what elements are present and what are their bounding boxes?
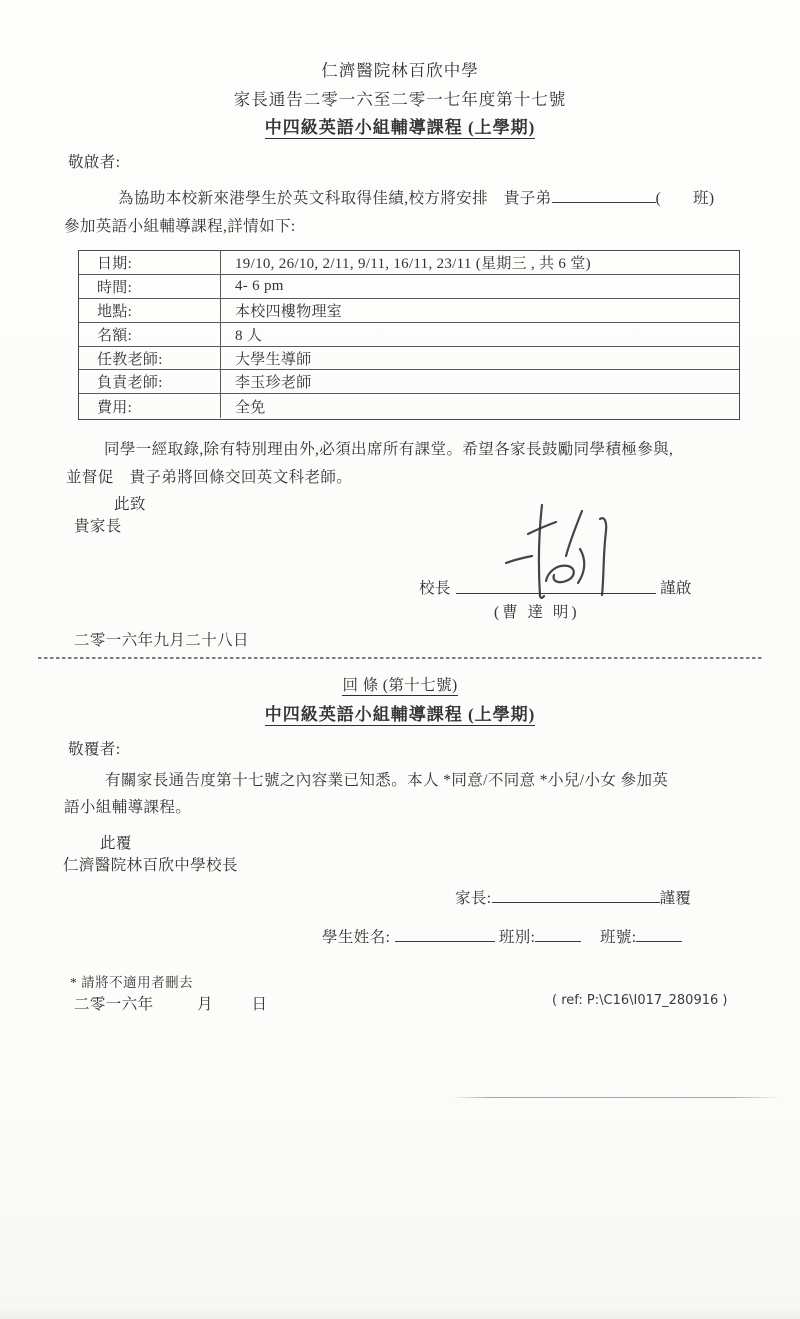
notice-title-text: 中四級英語小組輔導課程 (上學期) [264,118,536,137]
principal-signature-handwriting [494,501,618,603]
school-name: 仁濟醫院林百欣中學 [321,61,479,80]
parent-signature-blank-line [492,887,660,904]
intro-text-before-blank: 為協助本校新來港學生於英文科取得佳績,校方將安排 貴子弟 [118,190,552,207]
table-row-label: 任教老師: [79,347,221,371]
table-row-value: 19/10, 26/10, 2/11, 9/11, 16/11, 23/11 (星期三 , 共 6 堂) [221,251,739,275]
principal-name: (曹 達 明) [494,604,580,621]
cut-line-separator [38,657,762,659]
reply-date-year: 二零一六年 [74,996,154,1013]
reply-body-line2: 語小組輔導課程。 [64,799,192,816]
reply-slip-title-text: 中四級英語小組輔導課程 (上學期) [264,705,536,724]
student-name-label: 學生姓名: [322,929,391,946]
principal-respect-label: 謹啟 [660,580,692,597]
table-row-label: 時間: [79,275,221,299]
table-row-label: 地點: [79,299,221,323]
notice-number-line: 家長通告二零一六至二零一七年度第十七號 [233,90,567,109]
student-name-blank-line [552,187,656,204]
reply-closing-ci-fu: 此覆 [100,835,132,852]
student-name-blank [395,926,495,943]
table-row-value: 大學生導師 [221,347,739,371]
table-row-value: 全免 [235,399,266,416]
table-row-label: 負責老師: [79,370,221,394]
notice-title [0,113,800,138]
file-reference: ( ref: P:\C16\I017_280916 ) [552,993,728,1008]
principal-label: 校長 [419,580,451,597]
reply-body-line1: 有關家長通告度第十七號之內容業已知悉。本人 *同意/不同意 *小兒/小女 參加英 [105,772,669,789]
reply-closing-principal: 仁濟醫院林百欣中學校長 [63,857,238,874]
table-row-value: 李玉珍老師 [221,370,739,394]
closing-paragraph-line2: 並督促 貴子弟將回條交回英文科老師。 [66,469,353,486]
closing-paragraph-line1: 同學一經取錄,除有特別理由外,必須出席所有課堂。希望各家長鼓勵同學積極參與, [104,441,674,458]
closing-dear-parent: 貴家長 [74,518,122,535]
class-no-blank [636,926,682,943]
reply-date-row [74,992,267,1014]
class-label: 班別: [498,929,536,946]
reply-slip-title [0,700,800,725]
scan-artifact-line [452,1097,782,1098]
parent-label: 家長: [455,890,492,907]
table-row-label: 名額: [79,323,221,347]
class-no-label: 班號: [599,929,637,946]
parent-respect-label: 謹覆 [659,890,692,907]
table-row-value: 8 人 [221,323,739,347]
reply-date-day: 日 [251,996,268,1013]
student-info-row [322,925,682,947]
table-row-label: 費用: [79,394,221,418]
reply-salutation: 敬覆者: [68,741,121,758]
intro-paragraph-line1 [118,186,714,208]
reply-slip-heading-text: 回 條 (第十七號) [342,677,458,694]
reply-slip-heading [0,673,800,695]
intro-paragraph-line2: 參加英語小組輔導課程,詳情如下: [64,218,296,235]
table-row-value: 本校四樓物理室 [221,299,739,323]
parent-sign-row [455,886,691,908]
class-blank [535,926,581,943]
delete-inapplicable-footnote: * 請將不適用者刪去 [70,975,194,990]
intro-class-suffix: ( 班) [655,190,715,207]
table-row-label: 日期: [79,251,221,275]
closing-ci-zhi: 此致 [114,496,146,513]
notice-issue-date: 二零一六年九月二十八日 [74,632,249,649]
salutation: 敬啟者: [68,154,121,171]
reply-date-month: 月 [197,996,213,1013]
table-row-value: 4- 6 pm [221,275,739,299]
course-details-table [78,250,740,420]
